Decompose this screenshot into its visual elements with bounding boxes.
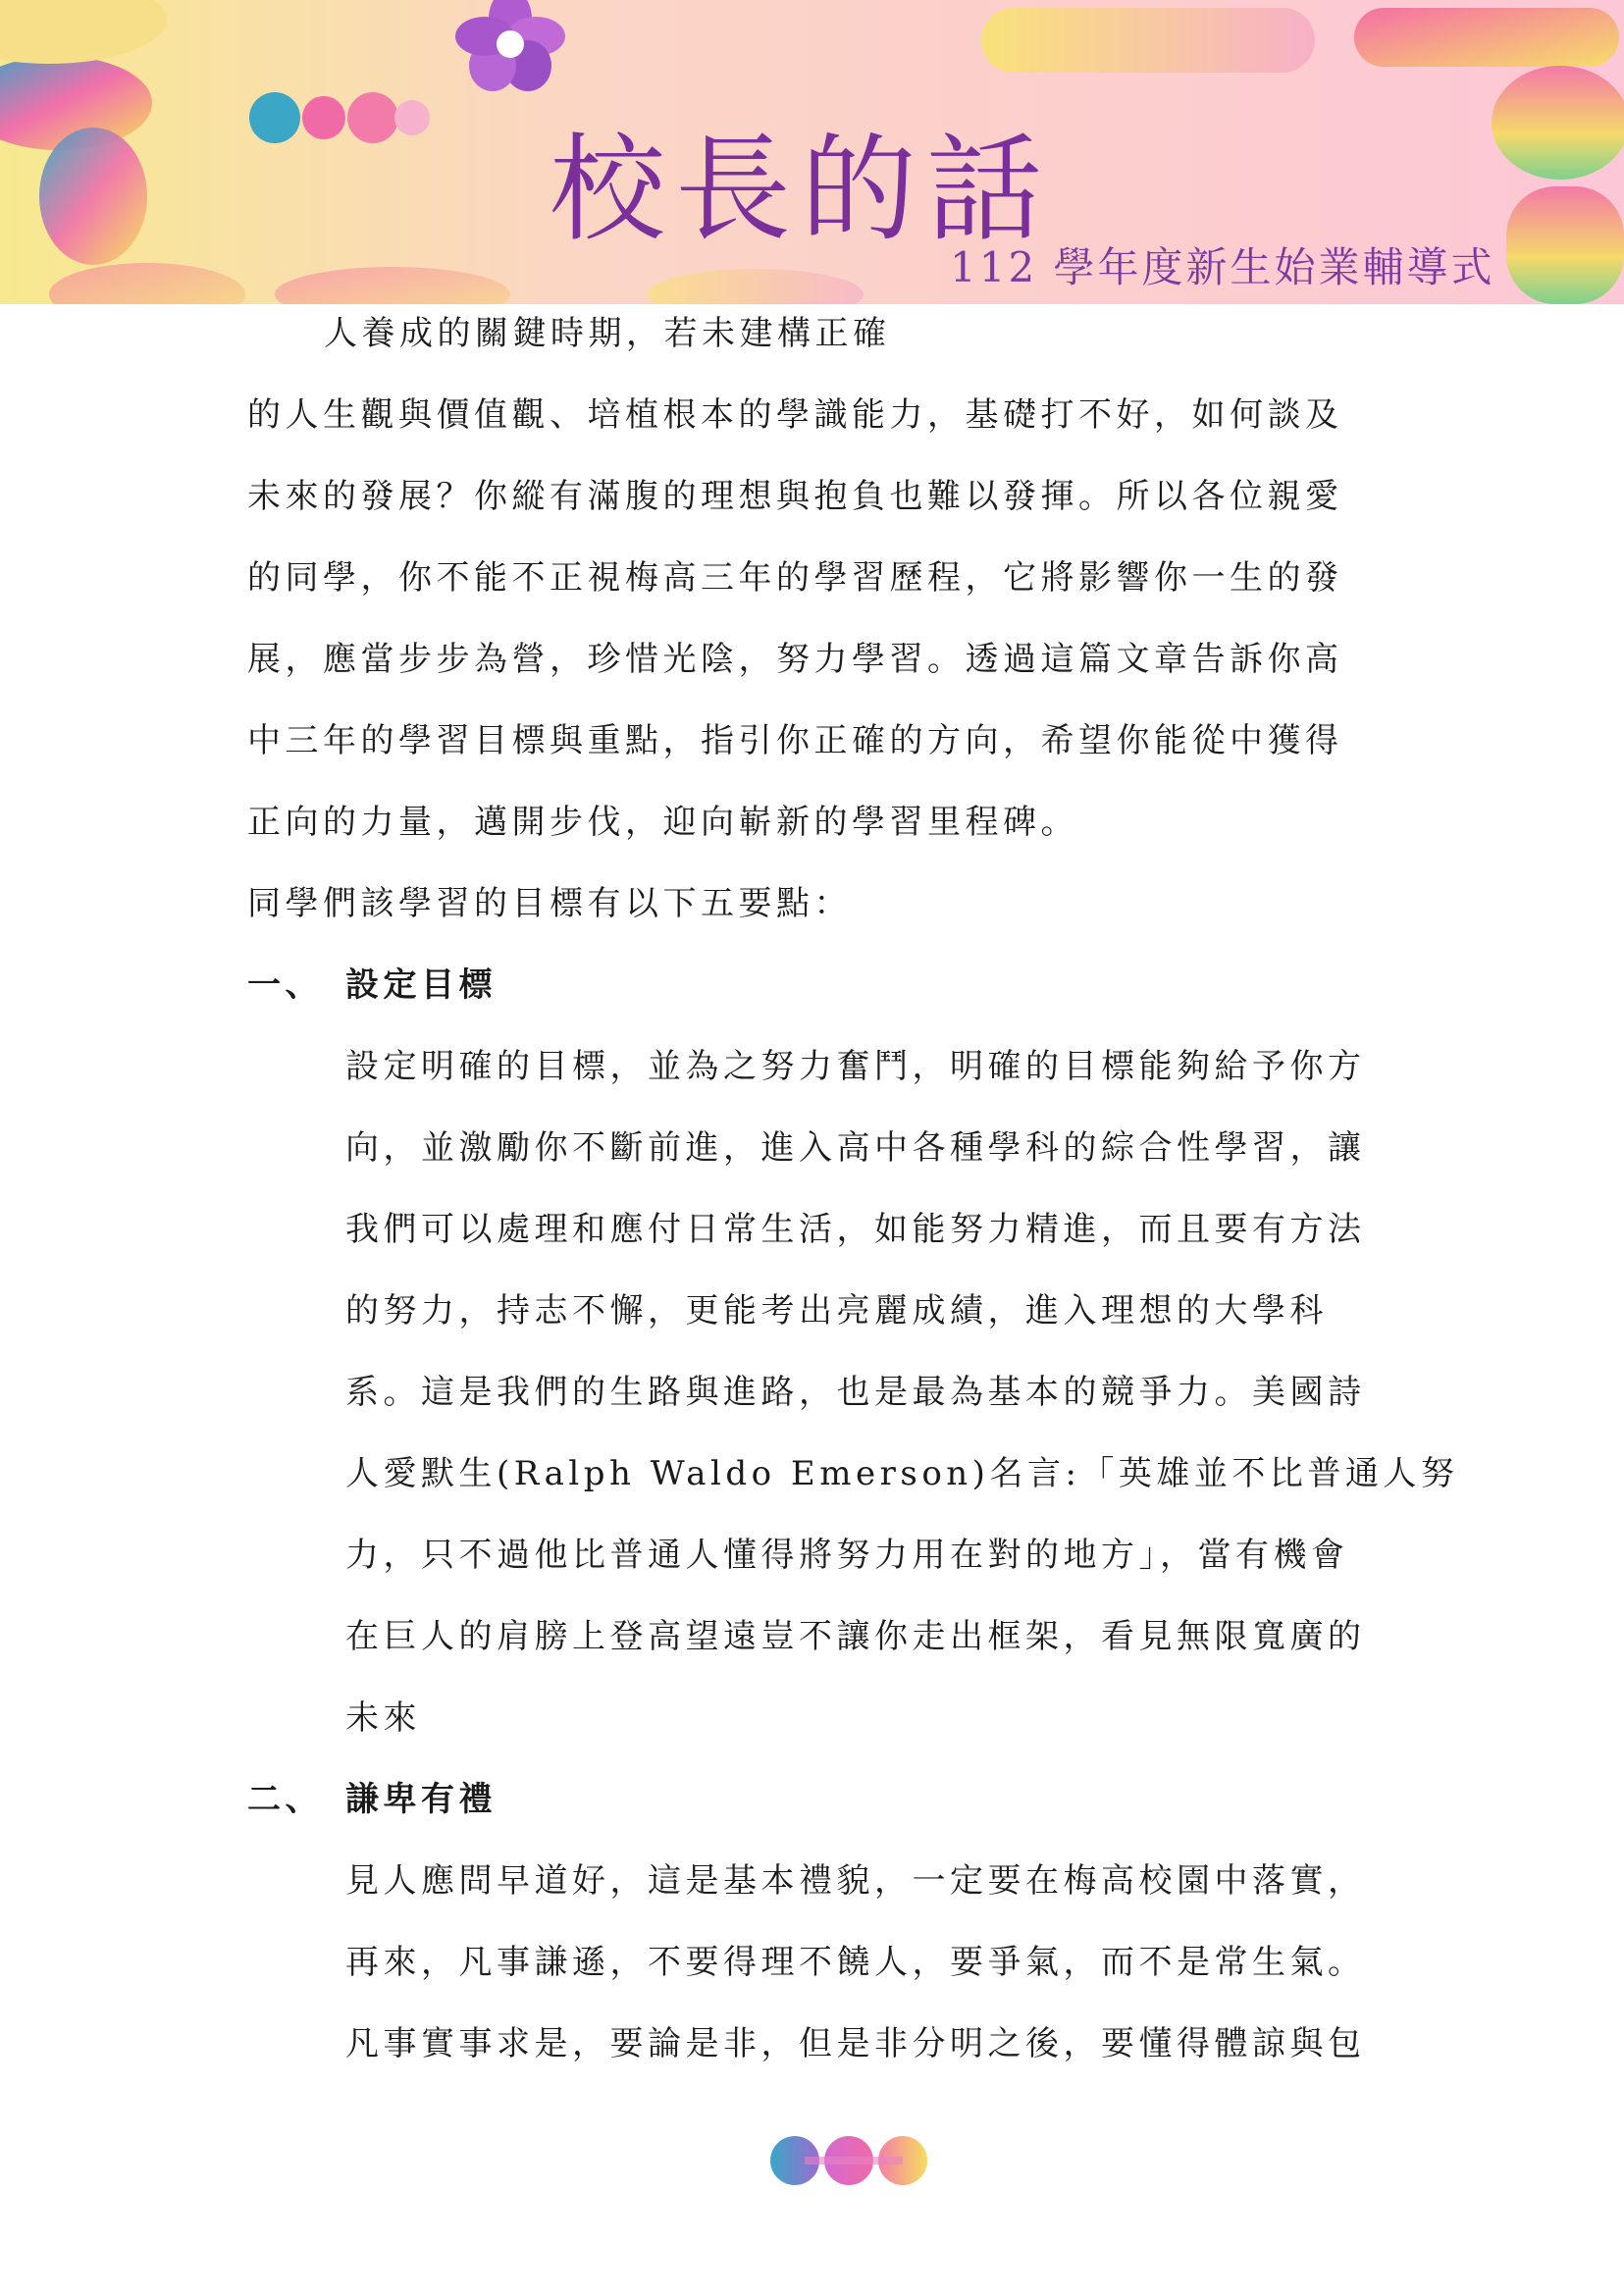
paragraph-line: 中三年的學習目標與重點，指引你正確的方向，希望你能從中獲得 [247,721,1343,760]
footer-decoration [765,2131,962,2190]
section-line: 再來，凡事謙遜，不要得理不饒人，要爭氣，而不是常生氣。 [345,1943,1366,1982]
section-line: 的努力，持志不懈，更能考出亮麗成績，進入理想的大學科 [345,1291,1328,1331]
section-line: 設定明確的目標，並為之努力奮鬥，明確的目標能夠給予你方 [345,1047,1366,1086]
section-line: 在巨人的肩膀上登高望遠豈不讓你走出框架，看見無限寬廣的 [345,1617,1366,1656]
section-heading: 謙卑有禮 [345,1780,497,1819]
paragraph-line: 未來的發展？你縱有滿腹的理想與抱負也難以發揮。所以各位親愛 [247,477,1343,516]
section-line: 人愛默生(Ralph Waldo Emerson)名言:「英雄並不比普通人努 [345,1454,1459,1493]
section-line: 凡事實事求是，要論是非，但是非分明之後，要懂得體諒與包 [345,2024,1366,2063]
paragraph-line: 的人生觀與價值觀、培植根本的學識能力，基礎打不好，如何談及 [247,395,1343,435]
section-number: 一、 [247,965,323,1005]
header-banner [0,0,1624,304]
page-title: 校長的話 [550,122,1053,257]
paragraph-line: 正向的力量，邁開步伐，迎向嶄新的學習里程碑。 [247,803,1078,842]
page-subtitle: 112 學年度新生始業輔導式 [950,243,1495,291]
section-line: 我們可以處理和應付日常生活，如能努力精進，而且要有方法 [345,1210,1366,1249]
section-line: 力，只不過他比普通人懂得將努力用在對的地方」，當有機會 [345,1536,1349,1575]
section-line: 系。這是我們的生路與進路，也是最為基本的競爭力。美國詩 [345,1373,1366,1412]
paragraph-line: 的同學，你不能不正視梅高三年的學習歷程，它將影響你一生的發 [247,558,1343,598]
section-line: 向，並激勵你不斷前進，進入高中各種學科的綜合性學習，讓 [345,1128,1366,1168]
section-line: 未來 [345,1698,421,1738]
paragraph-line: 人養成的關鍵時期，若未建構正確 [324,314,891,353]
paragraph-line: 同學們該學習的目標有以下五要點： [247,884,852,923]
section-heading: 設定目標 [345,965,497,1005]
section-line: 見人應問早道好，這是基本禮貌，一定要在梅高校園中落實， [345,1861,1366,1901]
section-number: 二、 [247,1780,323,1819]
paragraph-line: 展，應當步步為營，珍惜光陰，努力學習。透過這篇文章告訴你高 [247,640,1343,679]
